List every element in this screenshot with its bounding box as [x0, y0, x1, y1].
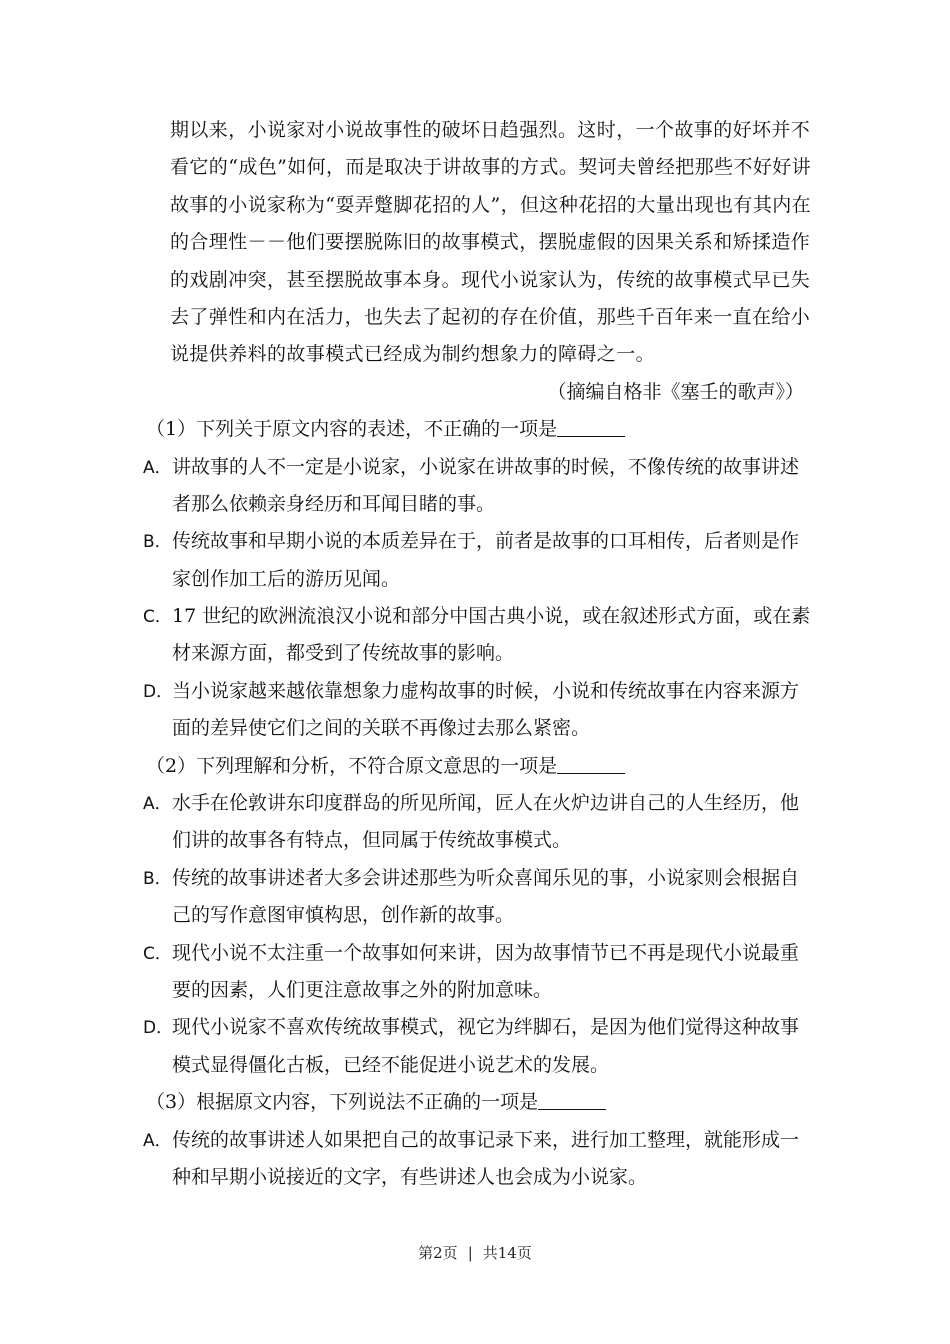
option-text: 者那么依赖亲身经历和耳闻目睹的事。 [172, 492, 496, 515]
question-2 [0, 748, 950, 1085]
option-label: D． [143, 681, 174, 702]
page-footer [0, 1242, 950, 1263]
passage-line: 的戏剧冲突，甚至摆脱故事本身。现代小说家认为，传统的故事模式早已失 [170, 268, 811, 291]
option-label: D． [143, 1018, 174, 1039]
option-d [0, 673, 950, 748]
option-c [0, 598, 950, 673]
passage-line: 故事的小说家称为“耍弄蹩脚花招的人”，但这种花招的大量出现也有其内在 [170, 193, 812, 216]
question-stem [0, 411, 950, 448]
page-total: 共14页 [482, 1244, 532, 1262]
option-text: 材来源方面，都受到了传统故事的影响。 [172, 642, 515, 665]
question-stem-text: （2）下列理解和分析，不符合原文意思的一项是 [146, 754, 558, 777]
answer-blank [557, 416, 625, 437]
option-text: 传统的故事讲述人如果把自己的故事记录下来，进行加工整理，就能形成一 [172, 1128, 800, 1151]
option-text: 种和早期小说接近的文字，有些讲述人也会成为小说家。 [172, 1165, 648, 1188]
option-text: 传统故事和早期小说的本质差异在于，前者是故事的口耳相传，后者则是作 [172, 530, 800, 553]
question-stem-text: （3）根据原文内容，下列说法不正确的一项是 [146, 1091, 539, 1114]
option-label: B． [143, 868, 172, 889]
option-label: B． [143, 532, 172, 553]
passage-source: （摘编自格非《塞壬的歌声》） [547, 380, 804, 403]
page-number: 第2页 [418, 1244, 458, 1262]
option-text: 面的差异使它们之间的关联不再像过去那么紧密。 [172, 717, 591, 740]
passage-line: 去了弹性和内在活力，也失去了起初的存在价值，那些千百年来一直在给小 [170, 305, 811, 328]
option-label: A． [143, 794, 172, 815]
option-d [0, 1009, 950, 1084]
passage-line: 说提供养料的故事模式已经成为制约想象力的障碍之一。 [170, 343, 656, 366]
option-label: A． [143, 457, 172, 478]
question-stem-text: （1）下列关于原文内容的表述，不正确的一项是 [146, 418, 558, 441]
option-label: A． [143, 1130, 172, 1151]
option-a [0, 785, 950, 860]
answer-blank [538, 1089, 606, 1110]
answer-blank [557, 753, 625, 774]
option-a [0, 1122, 950, 1197]
option-text: 们讲的故事各有特点，但同属于传统故事模式。 [172, 829, 572, 852]
passage-line: 的合理性－－他们要摆脱陈旧的故事模式，摆脱虚假的因果关系和矫揉造作 [170, 231, 811, 254]
option-text: 现代小说家不喜欢传统故事模式，视它为绊脚石，是因为他们觉得这种故事 [172, 1016, 800, 1039]
option-b [0, 523, 950, 598]
passage-line: 期以来，小说家对小说故事性的破坏日趋强烈。这时，一个故事的好坏并不 [170, 119, 811, 141]
option-b [0, 860, 950, 935]
option-label: C． [143, 607, 172, 628]
option-label: C． [143, 943, 172, 964]
option-text: 家创作加工后的游历见闻。 [172, 567, 401, 590]
option-text: 现代小说不太注重一个故事如何来讲，因为故事情节已不再是现代小说最重 [172, 941, 800, 964]
option-text: 水手在伦敦讲东印度群岛的所见所闻，匠人在火炉边讲自己的人生经历，他 [172, 792, 800, 815]
option-text: 17 世纪的欧洲流浪汉小说和部分中国古典小说，或在叙述形式方面，或在素 [172, 605, 811, 628]
option-text: 己的写作意图审慎构思，创作新的故事。 [172, 904, 515, 927]
option-c [0, 935, 950, 1010]
option-text: 传统的故事讲述者大多会讲述那些为听众喜闻乐见的事，小说家则会根据自 [172, 866, 800, 889]
option-a [0, 449, 950, 524]
question-1 [0, 411, 950, 748]
option-text: 要的因素，人们更注意故事之外的附加意味。 [172, 978, 553, 1001]
question-3 [0, 1084, 950, 1196]
option-text: 模式显得僵化古板，已经不能促进小说艺术的发展。 [172, 1053, 610, 1076]
question-stem [0, 1084, 950, 1121]
question-stem [0, 748, 950, 785]
passage [0, 112, 950, 411]
document-page [0, 112, 950, 1196]
option-text: 讲故事的人不一定是小说家，小说家在讲故事的时候，不像传统的故事讲述 [172, 455, 800, 478]
option-text: 当小说家越来越依靠想象力虚构故事的时候，小说和传统故事在内容来源方 [172, 679, 800, 702]
footer-separator: | [467, 1244, 473, 1262]
passage-line: 看它的“成色”如何，而是取决于讲故事的方式。契诃夫曾经把那些不好好讲 [170, 156, 812, 179]
